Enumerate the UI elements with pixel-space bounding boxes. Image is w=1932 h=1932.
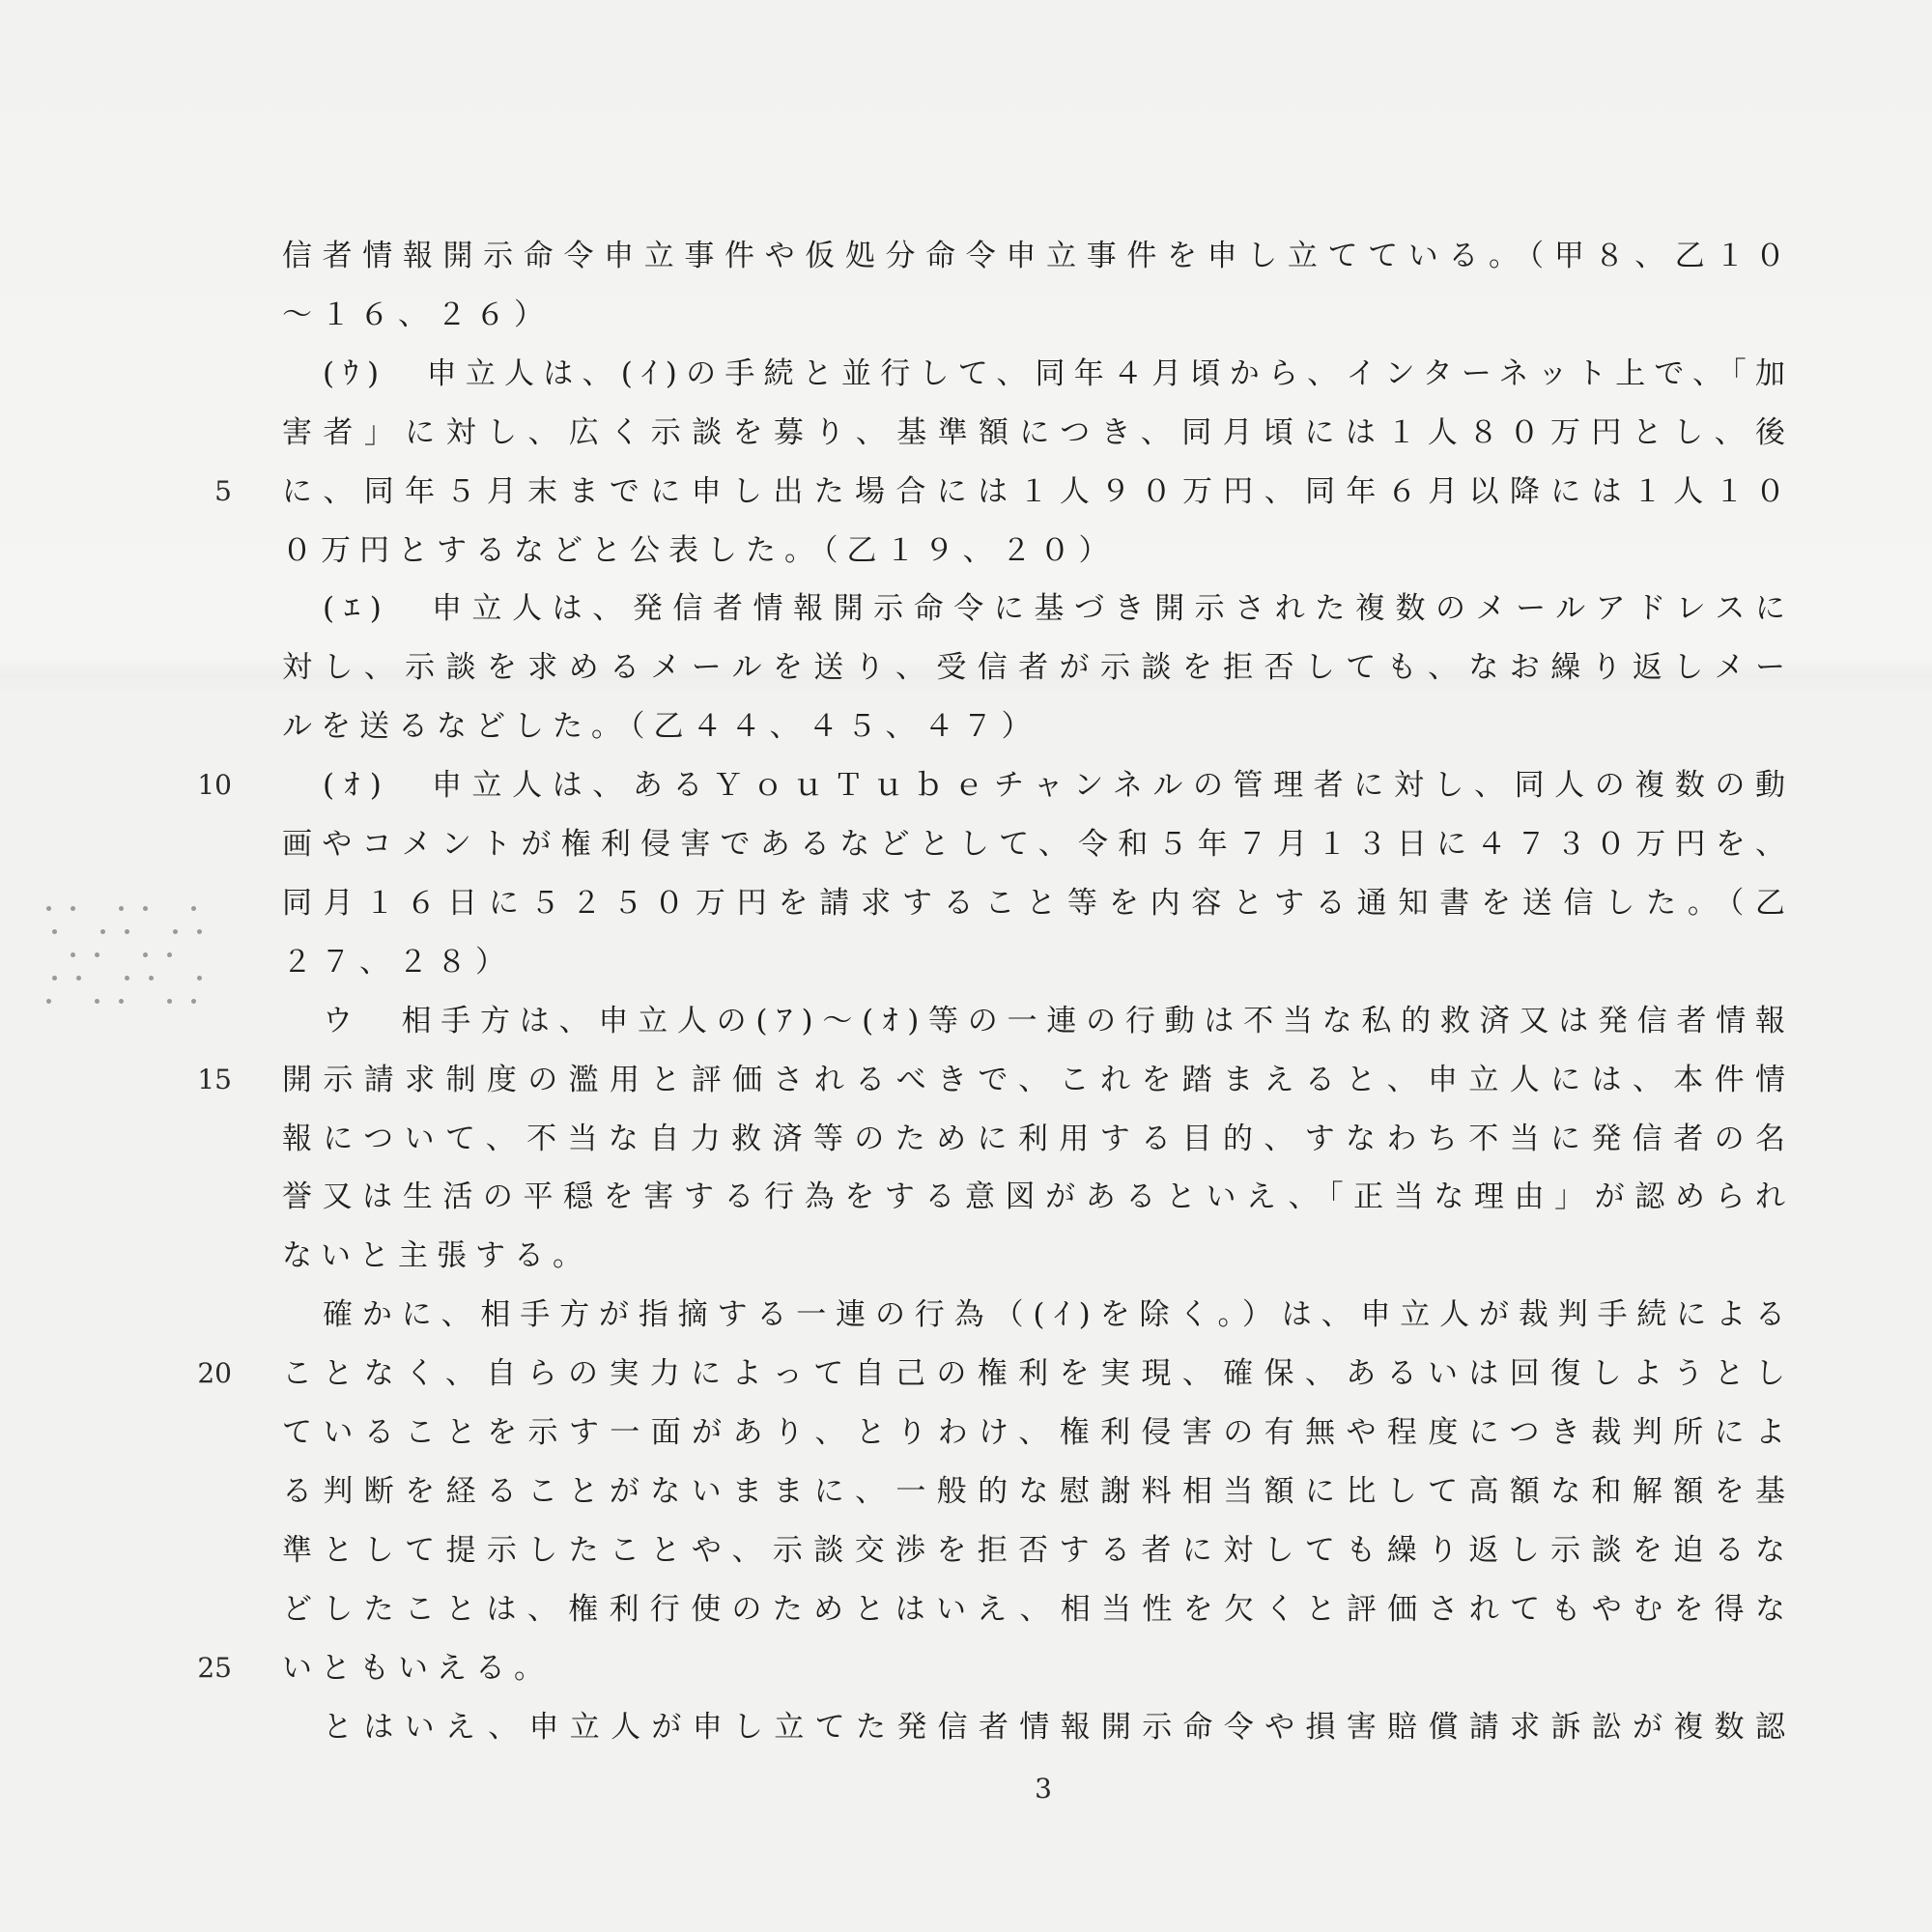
- scan-speck: [71, 952, 75, 957]
- body-text-line: 開示請求制度の濫用と評価されるべきで、これを踏まえると、申立人には、本件情: [282, 1063, 1794, 1097]
- scan-speck: [173, 929, 178, 934]
- body-text-line: いともいえる。: [282, 1651, 553, 1686]
- body-text-line: (ｴ) 申立人は、発信者情報開示命令に基づき開示された複数のメールアドレスに: [323, 591, 1794, 626]
- body-text-line: (ｵ) 申立人は、あるＹｏｕＴｕｂｅチャンネルの管理者に対し、同人の複数の動: [323, 768, 1794, 803]
- punch-hole-marks: [39, 898, 232, 1034]
- body-text-line: 準として提示したことや、示談交渉を拒否する者に対しても繰り返し示談を迫るな: [282, 1533, 1794, 1568]
- scan-speck: [46, 906, 51, 911]
- scan-speck: [125, 976, 129, 980]
- line-number: 15: [197, 1064, 232, 1095]
- body-text-line: ルを送るなどした。（乙４４、４５、４７）: [282, 709, 1040, 744]
- scan-speck: [167, 999, 172, 1004]
- line-number: 10: [197, 769, 232, 801]
- body-text-line: 報について、不当な自力救済等のために利用する目的、すなわち不当に発信者の名: [282, 1122, 1794, 1156]
- scan-speck: [143, 906, 148, 911]
- scan-speck: [95, 952, 99, 957]
- scan-speck: [76, 976, 81, 980]
- body-text-line: 画やコメントが権利侵害であるなどとして、令和５年７月１３日に４７３０万円を、: [282, 827, 1794, 862]
- scan-speck: [119, 906, 124, 911]
- body-text-line: (ｳ) 申立人は、(ｲ)の手続と並行して、同年４月頃から、インターネット上で、「加: [323, 356, 1794, 391]
- body-text-line: に、同年５月末までに申し出た場合には１人９０万円、同年６月以降には１人１０: [282, 474, 1794, 509]
- scan-speck: [95, 999, 99, 1004]
- body-text-line: る判断を経ることがないままに、一般的な慰謝料相当額に比して高額な和解額を基: [282, 1474, 1794, 1509]
- body-text-line: ないと主張する。: [282, 1238, 591, 1273]
- scan-speck: [197, 976, 202, 980]
- page-number: 3: [1035, 1773, 1052, 1804]
- scan-speck: [167, 952, 172, 957]
- scan-speck: [143, 952, 148, 957]
- body-text-line: 対し、示談を求めるメールを送り、受信者が示談を拒否しても、なお繰り返しメー: [282, 650, 1794, 685]
- scan-speck: [52, 929, 57, 934]
- scan-speck: [125, 929, 129, 934]
- body-text-line: ～１６、２６）: [282, 298, 553, 332]
- scan-speck: [149, 976, 154, 980]
- body-text-line: とはいえ、申立人が申し立てた発信者情報開示命令や損害賠償請求訴訟が複数認: [323, 1710, 1794, 1745]
- scan-speck: [191, 906, 196, 911]
- scan-speck: [46, 999, 51, 1004]
- body-text-line: ２７、２８）: [282, 945, 514, 980]
- body-text-line: 信者情報開示命令申立事件や仮処分命令申立事件を申し立てている。（甲８、乙１０: [282, 239, 1794, 273]
- body-text-line: 害者」に対し、広く示談を募り、基準額につき、同月頃には１人８０万円とし、後: [282, 415, 1794, 450]
- scan-speck: [119, 999, 124, 1004]
- line-number: 25: [197, 1652, 232, 1684]
- body-text-line: 同月１６日に５２５０万円を請求すること等を内容とする通知書を送信した。（乙: [282, 886, 1794, 921]
- body-text-line: どしたことは、権利行使のためとはいえ、相当性を欠くと評価されてもやむを得な: [282, 1592, 1794, 1627]
- body-text-line: ０万円とするなどと公表した。（乙１９、２０）: [282, 533, 1118, 568]
- body-text-line: ことなく、自らの実力によって自己の権利を実現、確保、あるいは回復しようとし: [282, 1356, 1794, 1391]
- scan-speck: [71, 906, 75, 911]
- scan-speck: [52, 976, 57, 980]
- line-number: 20: [197, 1357, 232, 1389]
- body-text-line: 確かに、相手方が指摘する一連の行為（(ｲ)を除く。）は、申立人が裁判手続による: [323, 1297, 1794, 1332]
- body-text-line: 誉又は生活の平穏を害する行為をする意図があるといえ、「正当な理由」が認められ: [282, 1179, 1794, 1214]
- scan-speck: [191, 999, 196, 1004]
- scan-speck: [100, 929, 105, 934]
- line-number: 5: [214, 475, 232, 507]
- scan-speck: [197, 929, 202, 934]
- body-text-line: ウ 相手方は、申立人の(ｱ)～(ｵ)等の一連の行動は不当な私的救済又は発信者情報: [323, 1004, 1794, 1038]
- body-text-line: ていることを示す一面があり、とりわけ、権利侵害の有無や程度につき裁判所によ: [282, 1415, 1794, 1450]
